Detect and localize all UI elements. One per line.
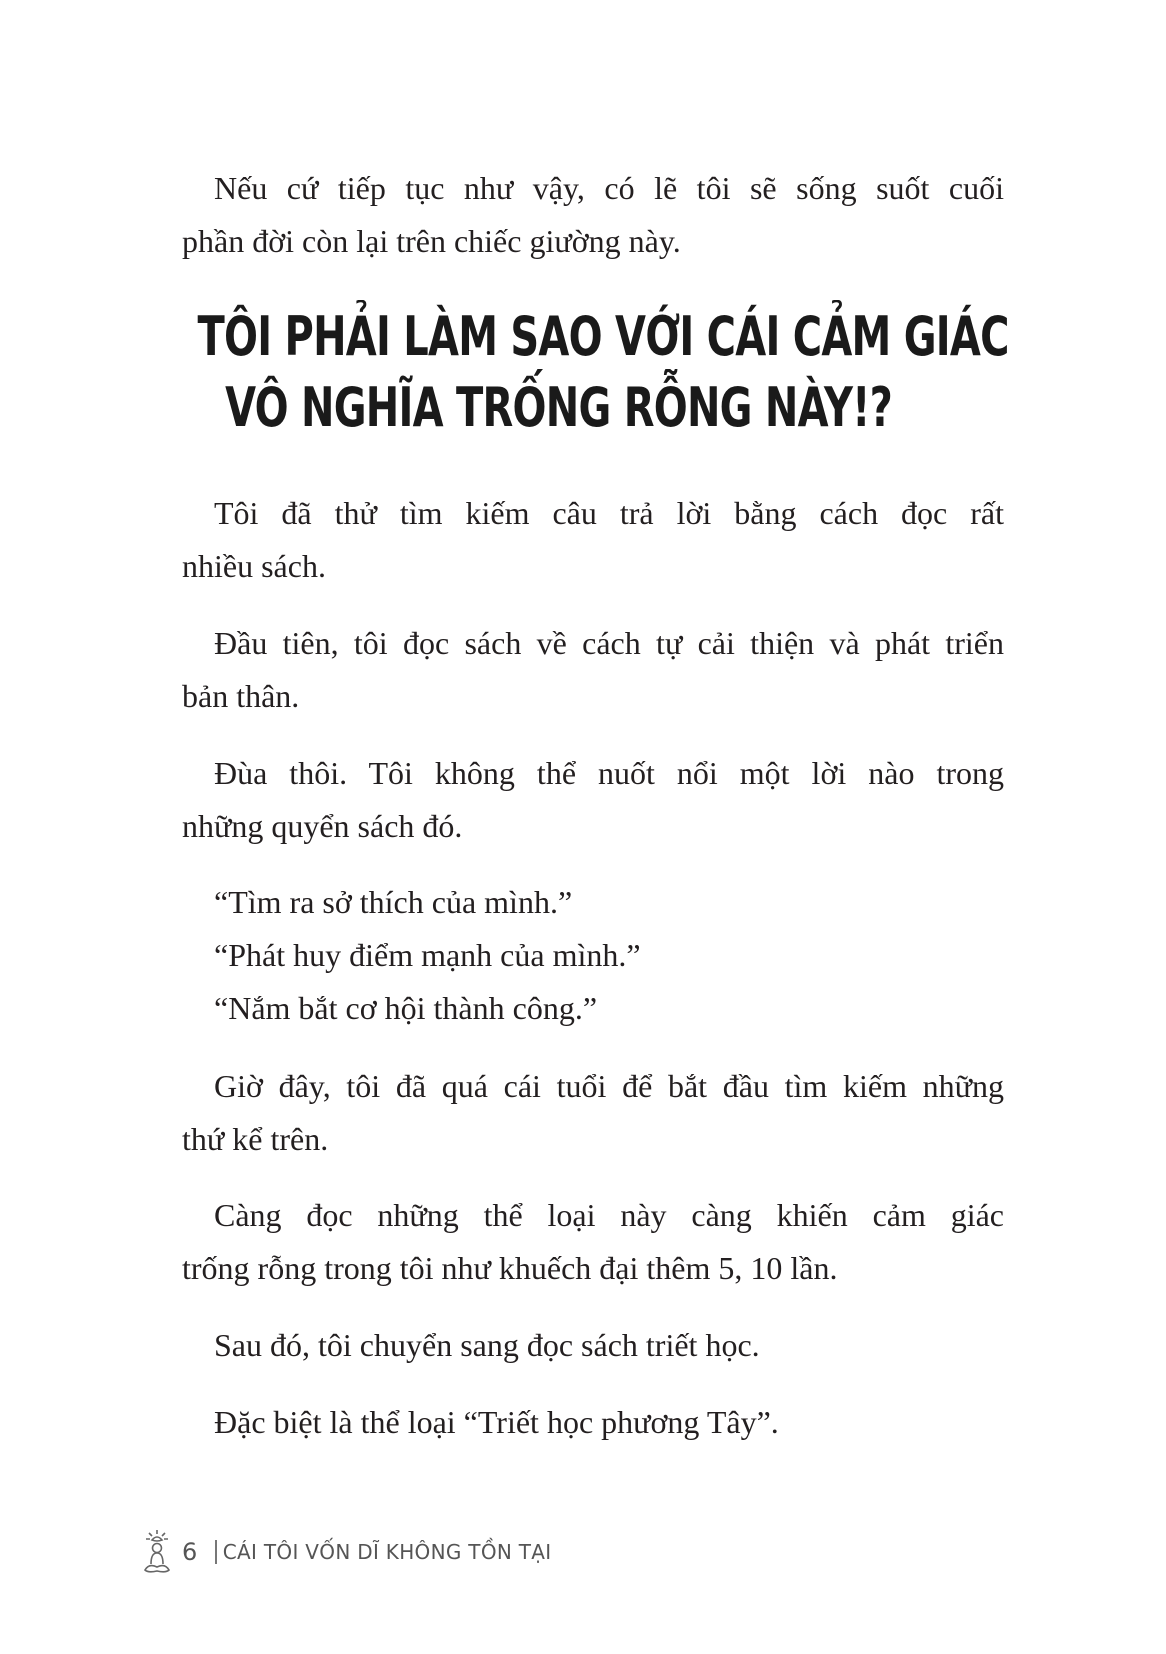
text-line: nhiều sách.: [182, 548, 326, 584]
quote-line: “Phát huy điểm mạnh của mình.”: [214, 937, 641, 973]
meditating-figure-icon: [142, 1528, 172, 1576]
quote-line: “Nắm bắt cơ hội thành công.”: [214, 990, 598, 1026]
heading-line: TÔI PHẢI LÀM SAO VỚI CÁI CẢM GIÁC: [197, 305, 1009, 368]
text-line: trống rỗng trong tôi như khuếch đại thêm 5, 10 lần.: [182, 1250, 838, 1286]
text-line: Tôi đã thử tìm kiếm câu trả lời bằng cách đọc rất: [214, 495, 1004, 531]
text-line: Sau đó, tôi chuyển sang đọc sách triết học.: [214, 1327, 760, 1363]
running-title: CÁI TÔI VỐN DĨ KHÔNG TỒN TẠI: [222, 1540, 552, 1564]
quote-line: “Tìm ra sở thích của mình.”: [214, 884, 573, 920]
text-line: Đặc biệt là thể loại “Triết học phương Tây”.: [214, 1404, 779, 1440]
page-footer: [142, 1522, 551, 1582]
text-line: Đầu tiên, tôi đọc sách về cách tự cải thiện và phát triển: [214, 625, 1004, 661]
text-line: Đùa thôi. Tôi không thể nuốt nổi một lời nào trong: [214, 755, 1004, 791]
text-line: những quyển sách đó.: [182, 808, 463, 844]
text-line: Càng đọc những thể loại này càng khiến cảm giác: [214, 1197, 1004, 1233]
text-line: Nếu cứ tiếp tục như vậy, có lẽ tôi sẽ sống suốt cuối: [214, 170, 1004, 206]
text-line: bản thân.: [182, 678, 300, 714]
text-line: Giờ đây, tôi đã quá cái tuổi để bắt đầu tìm kiếm những: [214, 1068, 1004, 1104]
divider: [215, 1540, 217, 1564]
page-number: 6: [182, 1538, 198, 1566]
text-line: phần đời còn lại trên chiếc giường này.: [182, 223, 681, 259]
text-line: thứ kể trên.: [182, 1121, 329, 1157]
heading-line: VÔ NGHĨA TRỐNG RỖNG NÀY!?: [225, 376, 893, 439]
